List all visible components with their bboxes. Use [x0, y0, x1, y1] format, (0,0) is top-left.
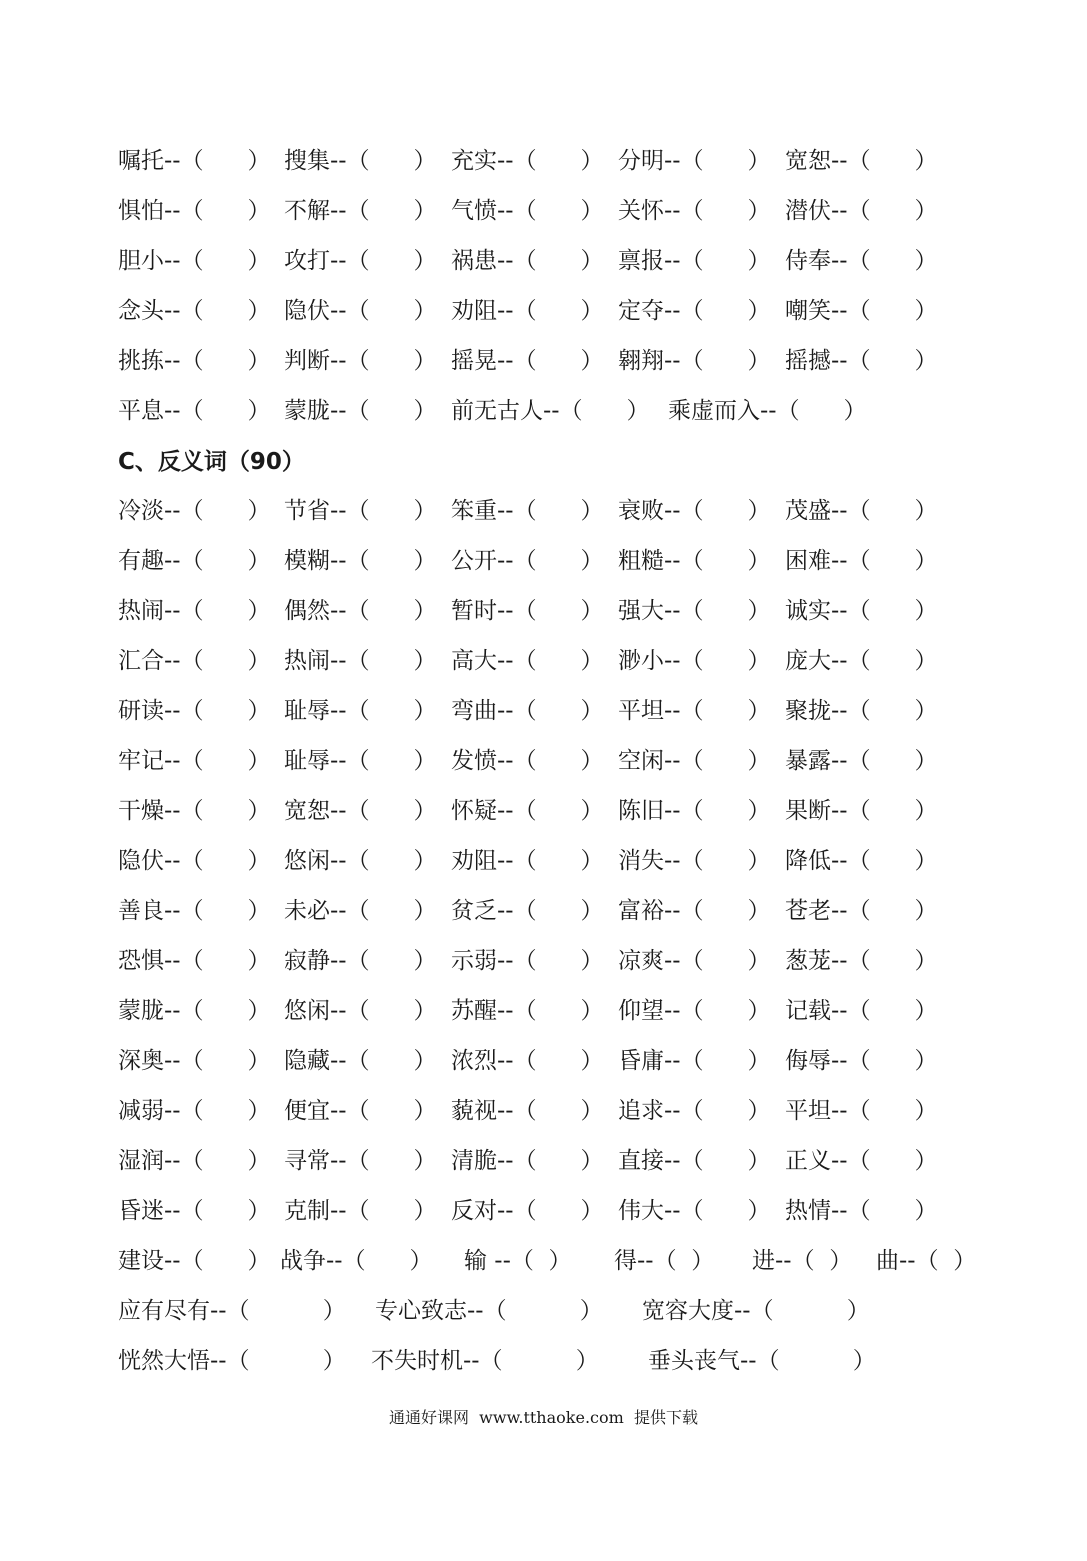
word-item: 恐惧--（ ）: [118, 948, 271, 974]
word-item: 空闲--（ ）: [618, 748, 771, 774]
word-item: 嘲笑--（ ）: [785, 298, 938, 324]
page-footer: 通通好课网 www.tthaoke.com 提供下载: [389, 1408, 698, 1427]
word-item: 葱茏--（ ）: [785, 948, 938, 974]
word-item: 潜伏--（ ）: [785, 198, 938, 224]
antonym-row: [118, 591, 938, 631]
word-item: 曲--（ ）: [876, 1248, 977, 1274]
antonym-row: [118, 1341, 876, 1381]
word-item: 怀疑--（ ）: [451, 798, 604, 824]
word-item: 得--（ ）: [614, 1248, 715, 1274]
word-item: 果断--（ ）: [785, 798, 938, 824]
antonym-row: [118, 941, 938, 981]
word-item: 公开--（ ）: [451, 548, 604, 574]
word-item: 挑拣--（ ）: [118, 348, 271, 374]
word-item: 劝阻--（ ）: [451, 848, 604, 874]
word-item: 粗糙--（ ）: [618, 548, 771, 574]
word-item: 耻辱--（ ）: [284, 748, 437, 774]
word-item: 搜集--（ ）: [284, 148, 437, 174]
word-item: 不解--（ ）: [284, 198, 437, 224]
word-item: 恍然大悟--（ ）: [118, 1348, 346, 1374]
word-item: 蒙胧--（ ）: [284, 398, 437, 424]
word-item: 悠闲--（ ）: [284, 848, 437, 874]
word-item: 垂头丧气--（ ）: [648, 1348, 876, 1374]
word-item: 平坦--（ ）: [618, 698, 771, 724]
word-item: 困难--（ ）: [785, 548, 938, 574]
antonym-row: [118, 891, 938, 931]
antonym-row: [118, 1091, 938, 1131]
word-item: 冷淡--（ ）: [118, 498, 271, 524]
word-item: 记载--（ ）: [785, 998, 938, 1024]
word-item: 深奥--（ ）: [118, 1048, 271, 1074]
antonym-row: [118, 1191, 938, 1231]
synonym-row: [118, 141, 938, 181]
word-item: 惧怕--（ ）: [118, 198, 271, 224]
word-item: 有趣--（ ）: [118, 548, 271, 574]
word-item: 隐藏--（ ）: [284, 1048, 437, 1074]
antonym-row: [118, 1041, 938, 1081]
word-item: 平息--（ ）: [118, 398, 271, 424]
word-item: 节省--（ ）: [284, 498, 437, 524]
word-item: 暂时--（ ）: [451, 598, 604, 624]
antonym-row: [118, 641, 938, 681]
word-item: 应有尽有--（ ）: [118, 1298, 346, 1324]
word-item: 善良--（ ）: [118, 898, 271, 924]
word-item: 祸患--（ ）: [451, 248, 604, 274]
word-item: 侍奉--（ ）: [785, 248, 938, 274]
word-item: 前无古人--（ ）: [451, 398, 650, 424]
word-item: 劝阻--（ ）: [451, 298, 604, 324]
antonym-row: [118, 1241, 977, 1281]
word-item: 清脆--（ ）: [451, 1148, 604, 1174]
word-item: 茂盛--（ ）: [785, 498, 938, 524]
word-item: 宽容大度--（ ）: [642, 1298, 870, 1324]
word-item: 克制--（ ）: [284, 1198, 437, 1224]
word-item: 苍老--（ ）: [785, 898, 938, 924]
word-item: 伟大--（ ）: [618, 1198, 771, 1224]
word-item: 摇撼--（ ）: [785, 348, 938, 374]
word-item: 偶然--（ ）: [284, 598, 437, 624]
word-item: 气愤--（ ）: [451, 198, 604, 224]
word-item: 禀报--（ ）: [618, 248, 771, 274]
antonym-row: [118, 491, 938, 531]
word-item: 示弱--（ ）: [451, 948, 604, 974]
word-item: 庞大--（ ）: [785, 648, 938, 674]
word-item: 聚拢--（ ）: [785, 698, 938, 724]
word-item: 攻打--（ ）: [284, 248, 437, 274]
word-item: 暴露--（ ）: [785, 748, 938, 774]
synonym-row: [118, 191, 938, 231]
word-item: 耻辱--（ ）: [284, 698, 437, 724]
word-item: 减弱--（ ）: [118, 1098, 271, 1124]
word-item: 悠闲--（ ）: [284, 998, 437, 1024]
word-item: 充实--（ ）: [451, 148, 604, 174]
antonym-row: [118, 541, 938, 581]
word-item: 正义--（ ）: [785, 1148, 938, 1174]
synonym-row: [118, 291, 938, 331]
word-item: 热闹--（ ）: [118, 598, 271, 624]
word-item: 嘱托--（ ）: [118, 148, 271, 174]
antonym-row: [118, 991, 938, 1031]
word-item: 凉爽--（ ）: [618, 948, 771, 974]
word-item: 便宜--（ ）: [284, 1098, 437, 1124]
word-item: 胆小--（ ）: [118, 248, 271, 274]
synonym-row: [118, 391, 867, 431]
word-item: 输 --（ ）: [464, 1248, 572, 1274]
word-item: 湿润--（ ）: [118, 1148, 271, 1174]
word-item: 寻常--（ ）: [284, 1148, 437, 1174]
word-item: 热情--（ ）: [785, 1198, 938, 1224]
word-item: 判断--（ ）: [284, 348, 437, 374]
word-item: 寂静--（ ）: [284, 948, 437, 974]
word-item: 研读--（ ）: [118, 698, 271, 724]
word-item: 弯曲--（ ）: [451, 698, 604, 724]
word-item: 汇合--（ ）: [118, 648, 271, 674]
word-item: 定夺--（ ）: [618, 298, 771, 324]
antonym-row: [118, 691, 938, 731]
antonym-row: [118, 1141, 938, 1181]
word-item: 干燥--（ ）: [118, 798, 271, 824]
word-item: 蒙胧--（ ）: [118, 998, 271, 1024]
word-item: 昏迷--（ ）: [118, 1198, 271, 1224]
word-item: 降低--（ ）: [785, 848, 938, 874]
word-item: 摇晃--（ ）: [451, 348, 604, 374]
word-item: 隐伏--（ ）: [284, 298, 437, 324]
word-item: 笨重--（ ）: [451, 498, 604, 524]
word-item: 浓烈--（ ）: [451, 1048, 604, 1074]
word-item: 关怀--（ ）: [618, 198, 771, 224]
word-item: 发愤--（ ）: [451, 748, 604, 774]
antonym-row: [118, 741, 938, 781]
word-item: 陈旧--（ ）: [618, 798, 771, 824]
word-item: 诚实--（ ）: [785, 598, 938, 624]
word-item: 宽恕--（ ）: [785, 148, 938, 174]
word-item: 消失--（ ）: [618, 848, 771, 874]
word-item: 进--（ ）: [752, 1248, 853, 1274]
word-item: 渺小--（ ）: [618, 648, 771, 674]
word-item: 分明--（ ）: [618, 148, 771, 174]
word-item: 宽恕--（ ）: [284, 798, 437, 824]
word-item: 翱翔--（ ）: [618, 348, 771, 374]
word-item: 反对--（ ）: [451, 1198, 604, 1224]
word-item: 平坦--（ ）: [785, 1098, 938, 1124]
word-item: 未必--（ ）: [284, 898, 437, 924]
word-item: 富裕--（ ）: [618, 898, 771, 924]
synonym-row: [118, 341, 938, 381]
antonym-row: [118, 841, 938, 881]
word-item: 追求--（ ）: [618, 1098, 771, 1124]
word-item: 侮辱--（ ）: [785, 1048, 938, 1074]
word-item: 隐伏--（ ）: [118, 848, 271, 874]
word-item: 昏庸--（ ）: [618, 1048, 771, 1074]
word-item: 高大--（ ）: [451, 648, 604, 674]
word-item: 直接--（ ）: [618, 1148, 771, 1174]
word-item: 念头--（ ）: [118, 298, 271, 324]
word-item: 贫乏--（ ）: [451, 898, 604, 924]
word-item: 专心致志--（ ）: [375, 1298, 603, 1324]
word-item: 模糊--（ ）: [284, 548, 437, 574]
antonym-section-heading: C、反义词（90）: [118, 449, 305, 475]
word-item: 强大--（ ）: [618, 598, 771, 624]
antonym-row: [118, 791, 938, 831]
word-item: 藐视--（ ）: [451, 1098, 604, 1124]
word-item: 乘虚而入--（ ）: [668, 398, 867, 424]
word-item: 不失时机--（ ）: [371, 1348, 599, 1374]
word-item: 建设--（ ）: [118, 1248, 271, 1274]
word-item: 衰败--（ ）: [618, 498, 771, 524]
word-item: 仰望--（ ）: [618, 998, 771, 1024]
word-item: 牢记--（ ）: [118, 748, 271, 774]
antonym-row: [118, 1291, 870, 1331]
word-item: 苏醒--（ ）: [451, 998, 604, 1024]
synonym-row: [118, 241, 938, 281]
word-item: 热闹--（ ）: [284, 648, 437, 674]
word-item: 战争--（ ）: [280, 1248, 433, 1274]
